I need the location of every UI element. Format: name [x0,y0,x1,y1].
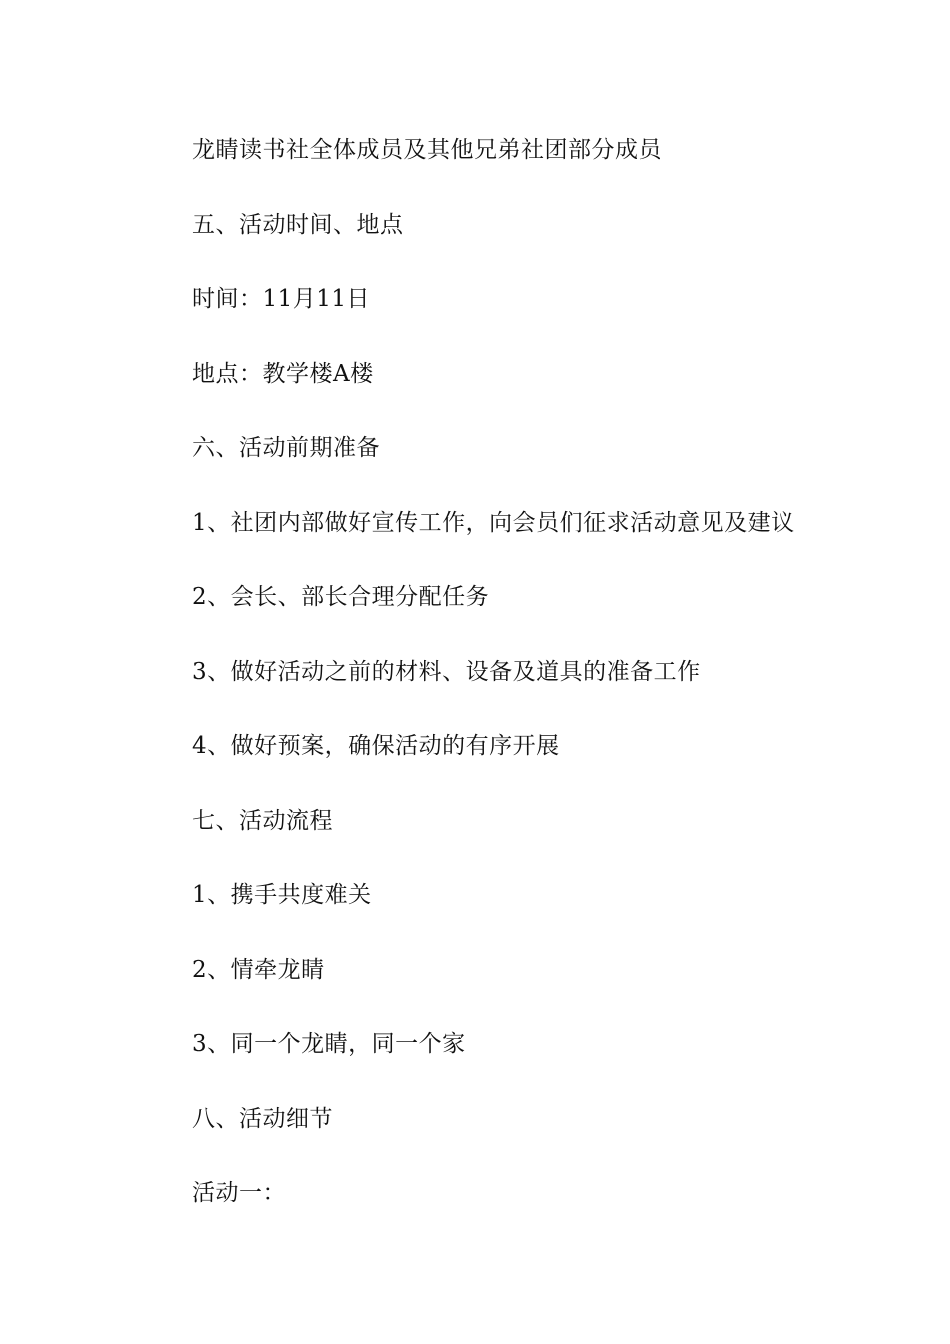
activity-one-label: 活动一： [192,1180,286,1206]
preparation-item-2: 2、会长、部长合理分配任务 [192,584,490,610]
process-item-3: 3、同一个龙睛，同一个家 [192,1031,466,1057]
process-item-1: 1、携手共度难关 [192,882,372,908]
time-line: 时间：11月11日 [192,286,371,312]
place-line: 地点：教学楼A楼 [192,360,374,387]
process-item-2: 2、情牵龙睛 [192,956,325,983]
participants-line: 龙睛读书社全体成员及其他兄弟社团部分成员 [192,137,662,163]
section-heading-time-place: 五、活动时间、地点 [192,211,404,238]
section-heading-details: 八、活动细节 [192,1105,333,1132]
preparation-item-4: 4、做好预案，确保活动的有序开展 [192,733,560,759]
document-body [192,132,892,1250]
section-heading-preparation: 六、活动前期准备 [192,435,380,461]
section-heading-process: 七、活动流程 [192,807,333,834]
preparation-item-3: 3、做好活动之前的材料、设备及道具的准备工作 [192,658,701,685]
preparation-item-1: 1、社团内部做好宣传工作，向会员们征求活动意见及建议 [192,509,795,536]
